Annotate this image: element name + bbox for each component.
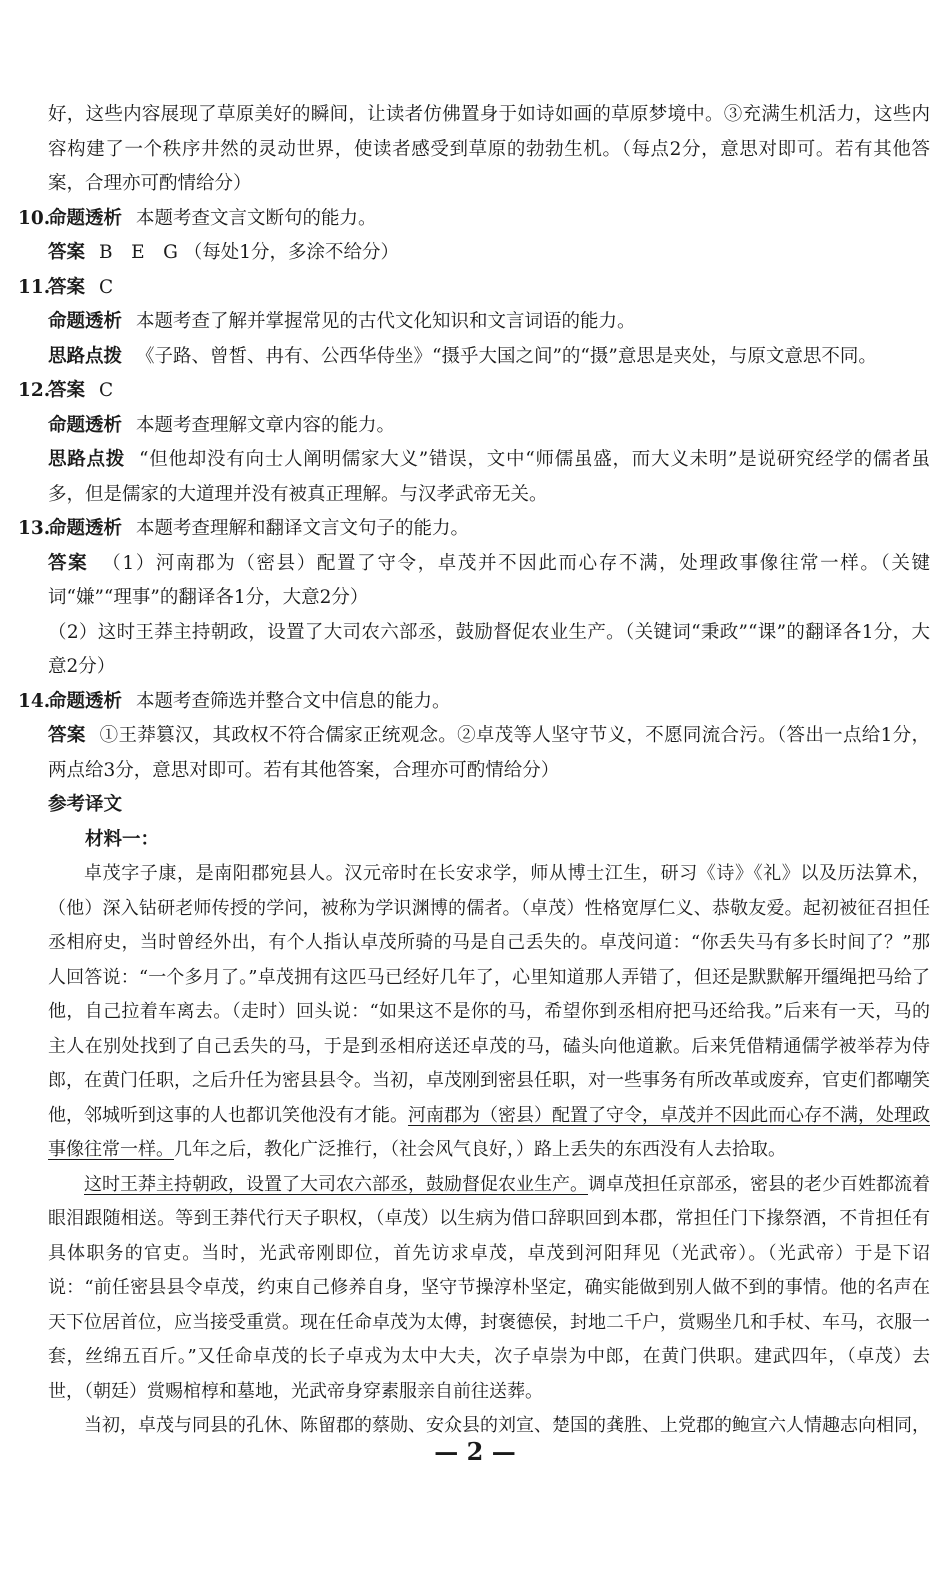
- q12-hint: [18, 443, 930, 512]
- q14-analysis-text: 本题考查筛选并整合文中信息的能力。: [136, 690, 451, 712]
- q13-answer-2: （2）这时王莽主持朝政，设置了大司农六部丞，鼓励督促农业生产。（关键词“秉政”“课”的翻译各1分，大意2分）: [48, 621, 930, 677]
- q12-hint-text: “但他却没有向士人阐明儒家大义”错误，文中“师儒虽盛，而大义未明”是说研究经学的儒者虽多，但是儒家的大道理并没有被真正理解。与汉孝武帝无关。: [48, 449, 930, 505]
- q11-hint-label: 思路点拨: [48, 345, 123, 367]
- answer-content: [18, 0, 930, 1444]
- translation-paragraph-2: [18, 1168, 930, 1410]
- q12-analysis-label: 命题透析: [48, 414, 123, 436]
- q11-number: 11.: [18, 276, 51, 298]
- q12-hint-label: 思路点拨: [48, 449, 126, 470]
- translation-p2-underlined: 这时王莽主持朝政，设置了大司农六部丞，鼓励督促农业生产。: [84, 1173, 588, 1195]
- q11-analysis-label: 命题透析: [48, 311, 123, 332]
- q12-analysis: [18, 409, 930, 444]
- page-number: — 2 —: [434, 1437, 516, 1466]
- translation-p2-text: 调卓茂担任京部丞，密县的老少百姓都流着眼泪跟随相送。等到王莽代行天子职权，（卓茂）以生病为借口辞职回到本郡，常担任门下掾祭酒，不肯担任有具体职务的官吏。当时，光武帝刚即位，首先访求卓茂，卓茂到河阳拜见（光武帝）。（光武帝）于是下诏说：“前任密县县令卓茂，约束自己修养自身，坚守节操淳朴坚定，确实能做到别人做不到的事情。他的名声在天下位居首位，应当接受重赏。现在任命卓茂为太傅，封褒德侯，封地二千户，赏赐坐几和手杖、车马，衣服一套，丝绵五百斤。”又任命卓茂的长子卓戎为太中大夫，次子卓崇为中郎，在黄门供职。建武四年，（卓茂）去世，（朝廷）赏赐棺椁和墓地，光武帝身穿素服亲自前往送葬。: [48, 1173, 930, 1402]
- translation-p1-text: 卓茂字子康，是南阳郡宛县人。汉元帝时在长安求学，师从博士江生，研习《诗》《礼》以及历法算术，（他）深入钻研老师传授的学问，被称为学识渊博的儒者。（卓茂）性格宽厚仁义、恭敬友爱。起初被征召担任丞相府史，当时曾经外出，有个人指认卓茂所骑的马是自己丢失的。卓茂问道：“你丢失马有多长时间了？”那人回答说：“一个多月了。”卓茂拥有这匹马已经好几年了，心里知道那人弄错了，但还是默默解开缰绳把马给了他，自己拉着车离去。（走时）回头说：“如果这不是你的马，希望你到丞相府把马还给我。”后来有一天，马的主人在别处找到了自己丢失的马，于是到丞相府送还卓茂的马，磕头向他道歉。后来凭借精通儒学被举荐为侍郎，在黄门任职，之后升任为密县县令。当初，卓茂刚到密县任职，对一些事务有所改革或废弃，官吏们都嘲笑他，邻城听到这事的人也都讥笑他没有才能。: [48, 863, 930, 1126]
- q10-analysis: [18, 202, 930, 237]
- q10-answer-text: B E G （每处1分，多涂不给分）: [99, 242, 400, 263]
- q13-analysis-text: 本题考查理解和翻译文言文句子的能力。: [136, 518, 470, 539]
- q11-analysis-text: 本题考查了解并掌握常见的古代文化知识和文言词语的能力。: [136, 311, 636, 332]
- translation-subtitle: [18, 823, 930, 858]
- translation-title: [18, 788, 930, 823]
- q13-analysis-label: 命题透析: [48, 518, 123, 539]
- material-one-label: 材料一：: [85, 828, 160, 850]
- q13-answer-label: 答案: [48, 552, 89, 574]
- q10-analysis-label: 命题透析: [48, 207, 123, 229]
- q12-answer: [18, 374, 930, 409]
- q11-answer-text: C: [99, 276, 114, 298]
- translation-title-text: 参考译文: [48, 794, 123, 815]
- q10-number: 10.: [18, 207, 51, 229]
- translation-paragraph-3: 当初，卓茂与同县的孔休、陈留郡的蔡勋、安众县的刘宣、楚国的龚胜、上党郡的鲍宣六人情趣志向相同，: [84, 1415, 930, 1436]
- q11-answer-label: 答案: [48, 276, 86, 298]
- q14-analysis: [18, 685, 930, 720]
- q10-analysis-text: 本题考查文言文断句的能力。: [136, 207, 377, 229]
- q13-answer-1: [18, 547, 930, 616]
- q10-answer: [18, 236, 930, 271]
- q14-number: 14.: [18, 690, 51, 712]
- q14-answer: [18, 719, 930, 788]
- q11-hint-text: 《子路、曾皙、冉有、公西华侍坐》“摄乎大国之间”的“摄”意思是夹处，与原文意思不同。: [136, 345, 877, 367]
- q14-answer-label: 答案: [48, 725, 86, 746]
- q12-answer-text: C: [99, 380, 114, 401]
- q11-analysis: [18, 305, 930, 340]
- translation-p1-end: 几年之后，教化广泛推行，（社会风气良好，）路上丢失的东西没有人去拾取。: [174, 1139, 786, 1160]
- translation-p1-underlined: 河南郡为（密县）配置了守令，卓茂并不因此而心存不满，处理政事像往常一样。: [48, 1104, 930, 1160]
- q10-answer-label: 答案: [48, 242, 86, 263]
- translation-paragraph-1: [18, 857, 930, 1168]
- q12-answer-label: 答案: [48, 380, 86, 401]
- q9-continuation: 好，这些内容展现了草原美好的瞬间，让读者仿佛置身于如诗如画的草原梦境中。③充满生机活力，这些内容构建了一个秩序井然的灵动世界，使读者感受到草原的勃勃生机。（每点2分，意思对即可。若有其他答案，合理亦可酌情给分）: [48, 104, 930, 194]
- q12-number: 12.: [18, 380, 51, 401]
- q13-answer-text-1: （1）河南郡为（密县）配置了守令，卓茂并不因此而心存不满，处理政事像往常一样。（关键词“嫌”“理事”的翻译各1分，大意2分）: [48, 552, 930, 608]
- q12-analysis-text: 本题考查理解文章内容的能力。: [136, 414, 396, 436]
- q14-answer-text: ①王莽篡汉，其政权不符合儒家正统观念。②卓茂等人坚守节义，不愿同流合污。（答出一点给1分，两点给3分，意思对即可。若有其他答案，合理亦可酌情给分）: [48, 725, 930, 781]
- q13-number: 13.: [18, 518, 51, 539]
- q11-hint: [18, 340, 930, 375]
- q11-answer: [18, 271, 930, 306]
- q14-analysis-label: 命题透析: [48, 690, 123, 712]
- q13-analysis: [18, 512, 930, 547]
